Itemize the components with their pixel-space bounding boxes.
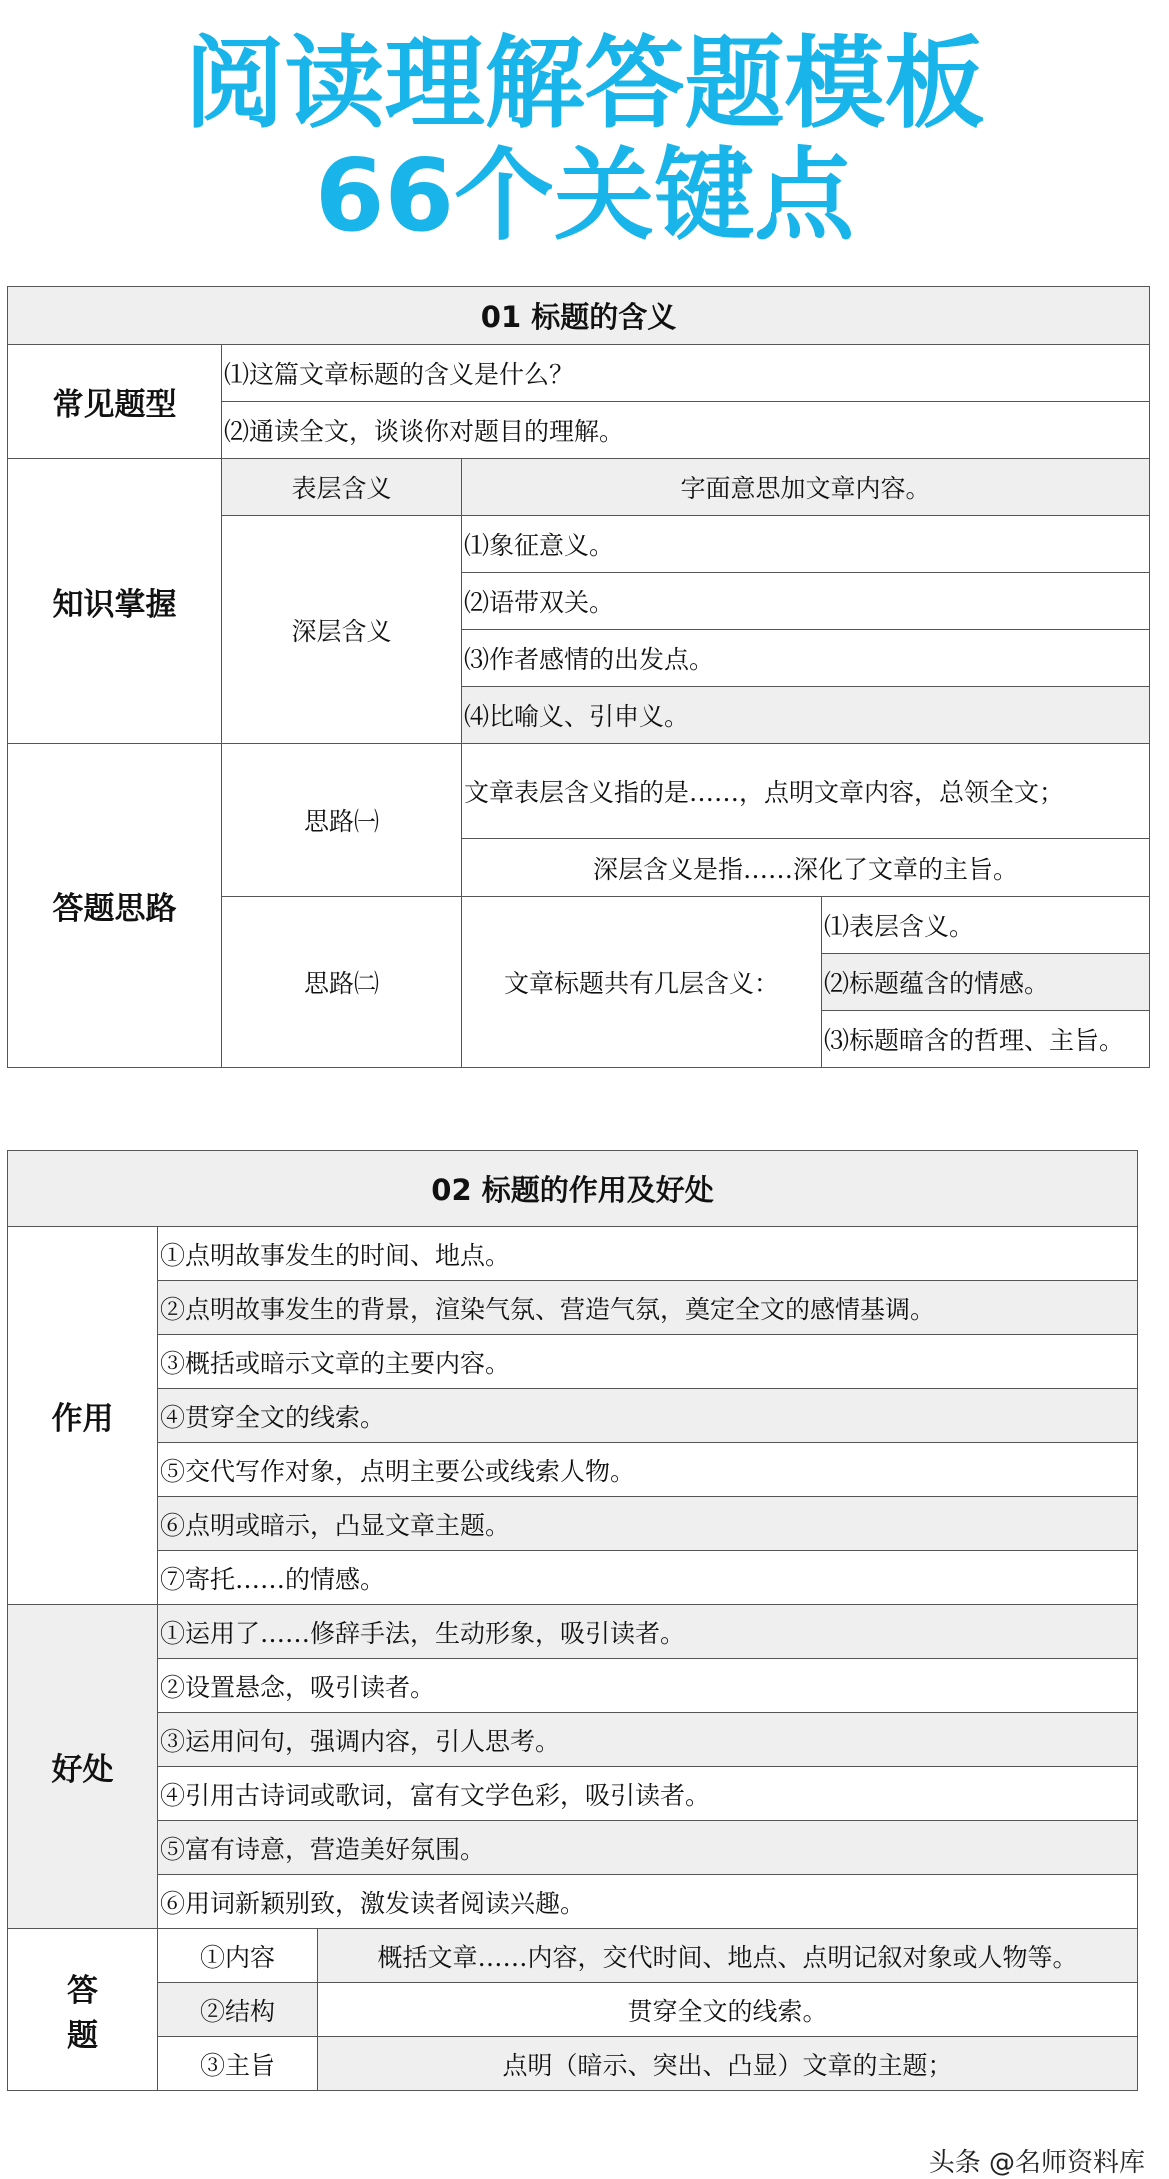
deep-meaning-item: ⑷比喻义、引申义。 [462, 687, 1150, 744]
benefit-item: ⑤富有诗意，营造美好氛围。 [158, 1821, 1138, 1875]
function-label: 作用 [8, 1227, 158, 1605]
benefit-item: ④引用古诗词或歌词，富有文学色彩，吸引读者。 [158, 1767, 1138, 1821]
answer-key: ①内容 [158, 1929, 318, 1983]
function-item: ③概括或暗示文章的主要内容。 [158, 1335, 1138, 1389]
answer-key: ③主旨 [158, 2037, 318, 2091]
answer-text: 贯穿全文的线索。 [318, 1983, 1138, 2037]
benefit-item: ①运用了……修辞手法，生动形象，吸引读者。 [158, 1605, 1138, 1659]
function-item: ⑦寄托……的情感。 [158, 1551, 1138, 1605]
surface-meaning-label: 表层含义 [222, 459, 462, 516]
surface-meaning-text: 字面意思加文章内容。 [462, 459, 1150, 516]
page-title-line1: 阅读理解答题模板 [184, 25, 985, 142]
page-title-line2: 66个关键点 [314, 137, 855, 254]
function-item: ⑤交代写作对象，点明主要公或线索人物。 [158, 1443, 1138, 1497]
benefit-label: 好处 [8, 1605, 158, 1929]
deep-meaning-label: 深层含义 [222, 516, 462, 744]
idea2-label: 思路㈡ [222, 897, 462, 1068]
answer-text: 点明（暗示、突出、凸显）文章的主题； [318, 2037, 1138, 2091]
idea2-item: ⑵标题蕴含的情感。 [822, 954, 1150, 1011]
knowledge-label: 知识掌握 [8, 459, 222, 744]
idea2-text: 文章标题共有几层含义： [462, 897, 822, 1068]
answer-label-line2: 题 [67, 2017, 98, 2054]
answer-label-line1: 答 [67, 1972, 98, 2009]
benefit-item: ③运用问句，强调内容，引人思考。 [158, 1713, 1138, 1767]
idea1-label: 思路㈠ [222, 744, 462, 897]
watermark: 头条 @名师资料库 [928, 2148, 1145, 2178]
approach-label: 答题思路 [8, 744, 222, 1068]
answer-text: 概括文章……内容，交代时间、地点、点明记叙对象或人物等。 [318, 1929, 1138, 1983]
idea1-line: 文章表层含义指的是……，点明文章内容，总领全文； [462, 744, 1150, 839]
deep-meaning-item: ⑴象征意义。 [462, 516, 1150, 573]
function-item: ①点明故事发生的时间、地点。 [158, 1227, 1138, 1281]
section2-header: 02 标题的作用及好处 [8, 1151, 1138, 1227]
title-meaning-table [7, 286, 1150, 1068]
section1-header: 01 标题的含义 [8, 287, 1150, 345]
benefit-item: ⑥用词新颖别致，激发读者阅读兴趣。 [158, 1875, 1138, 1929]
function-item: ②点明故事发生的背景，渲染气氛、营造气氛，奠定全文的感情基调。 [158, 1281, 1138, 1335]
common-type-item: ⑵通读全文，谈谈你对题目的理解。 [222, 402, 1150, 459]
answer-label [8, 1929, 158, 2091]
idea1-line: 深层含义是指……深化了文章的主旨。 [462, 839, 1150, 897]
function-item: ④贯穿全文的线索。 [158, 1389, 1138, 1443]
idea2-item: ⑴表层含义。 [822, 897, 1150, 954]
idea2-item: ⑶标题暗含的哲理、主旨。 [822, 1011, 1150, 1068]
common-type-item: ⑴这篇文章标题的含义是什么？ [222, 345, 1150, 402]
deep-meaning-item: ⑵语带双关。 [462, 573, 1150, 630]
benefit-item: ②设置悬念，吸引读者。 [158, 1659, 1138, 1713]
answer-key: ②结构 [158, 1983, 318, 2037]
deep-meaning-item: ⑶作者感情的出发点。 [462, 630, 1150, 687]
function-item: ⑥点明或暗示，凸显文章主题。 [158, 1497, 1138, 1551]
title-function-table [7, 1150, 1138, 2091]
common-types-label: 常见题型 [8, 345, 222, 459]
